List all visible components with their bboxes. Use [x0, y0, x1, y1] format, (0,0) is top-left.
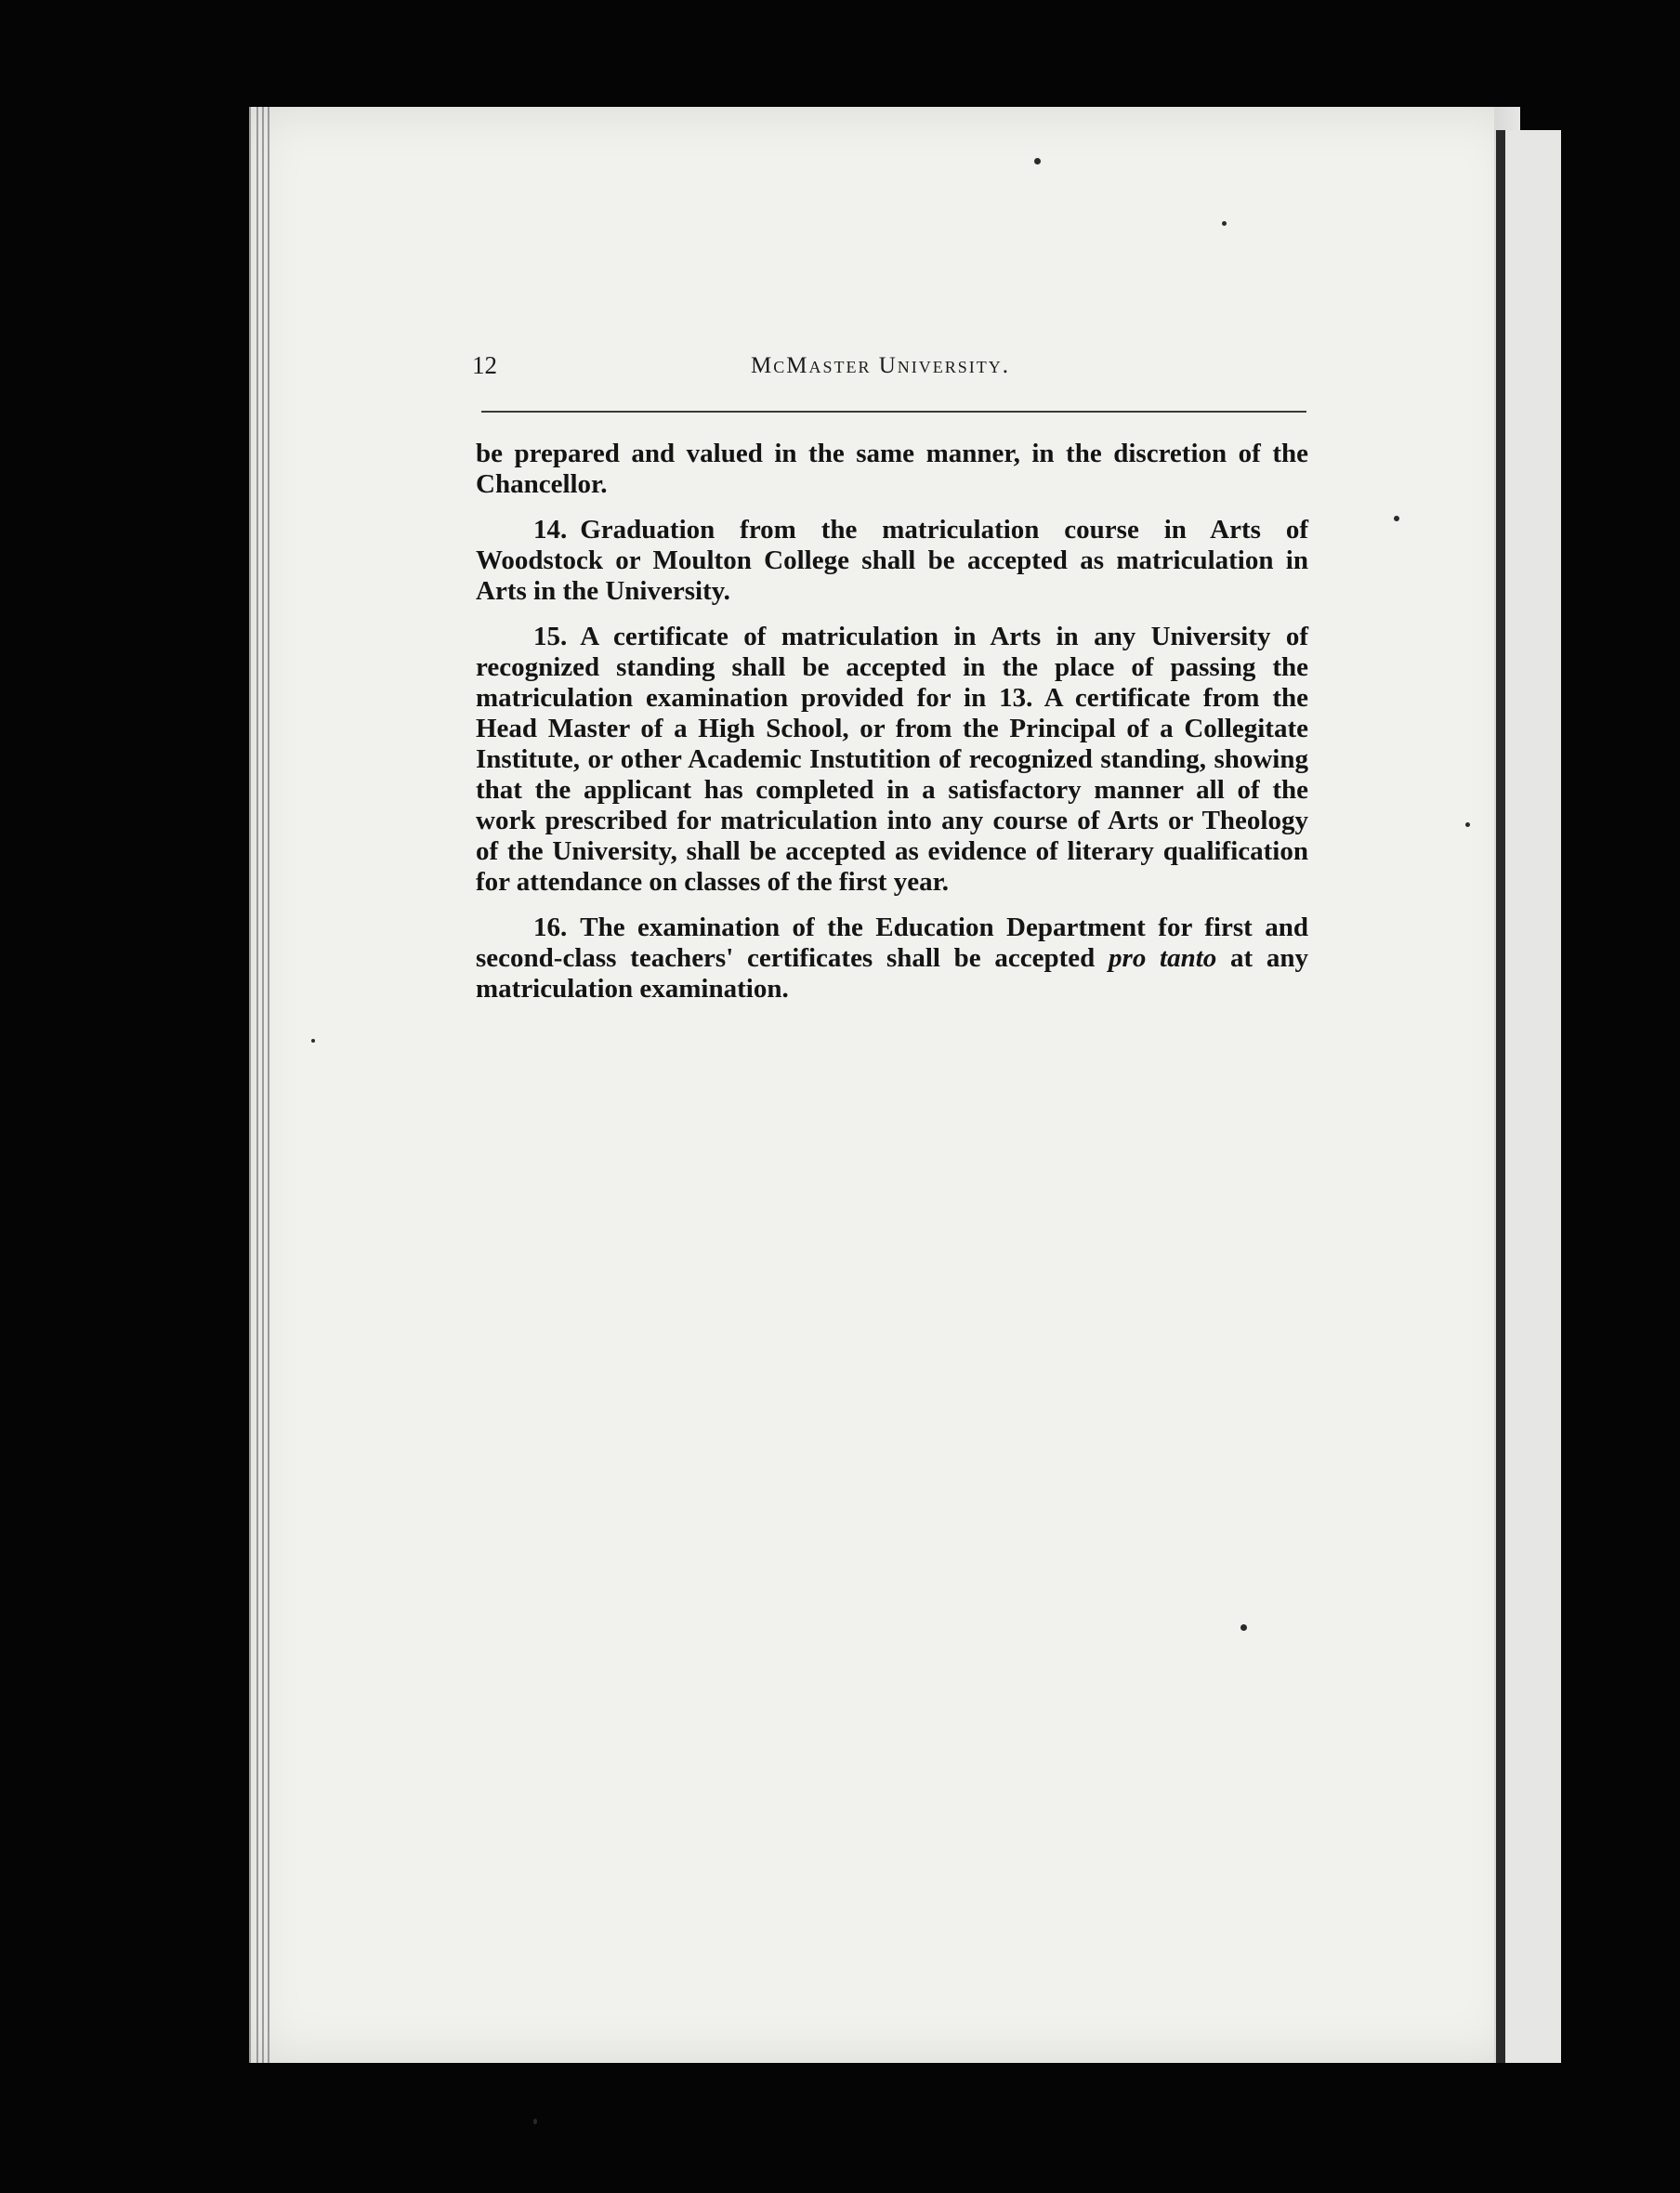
page-edge-line — [256, 107, 258, 2063]
page-edge-line — [249, 107, 251, 2063]
paragraph-text: A certificate of matriculation in Arts in any University of recognized standing shall be accepted in the place of passing the matriculation examination provided for in 13. A certificate from the Head Master of a High School, or from the Principal of a Collegitate Institute, or other Academic Instutition of recognized standing, showing that the applicant has completed in a satisfactory manner all of the work prescribed for matriculation into any course of Arts or Theology of the University, shall be accepted as evidence of literary qualification for attendance on classes of the first year. — [476, 622, 1308, 897]
latin-phrase: pro tanto — [1109, 943, 1217, 973]
dust-speck — [1034, 158, 1041, 164]
binding-line — [1496, 130, 1505, 2063]
paragraph-text: The examination of the Education Department for first and second-class teachers' certificates shall be accepted — [476, 913, 1308, 973]
dust-speck — [1465, 822, 1470, 827]
dust-speck — [311, 1039, 315, 1043]
paragraph-15 — [476, 622, 1308, 898]
paragraph-16 — [476, 913, 1308, 1005]
dust-speck — [1240, 1624, 1247, 1631]
paragraph-continued — [476, 439, 1308, 500]
dust-speck — [1394, 516, 1399, 521]
paragraph-number: 14. — [533, 515, 568, 545]
paragraph-number: 15. — [533, 622, 568, 651]
paragraph-text: Graduation from the matriculation course in Arts of Woodstock or Moulton College shall be accepted as matriculation in Arts in the University. — [476, 515, 1308, 606]
paragraph-number: 16. — [533, 913, 568, 942]
page-header — [472, 351, 1308, 388]
paragraph-text: at any matriculation examination. — [476, 943, 1309, 1004]
scanned-page — [249, 107, 1520, 2063]
page-edge-line — [262, 107, 264, 2063]
paragraph-text: be prepared and valued in the same manner, in the discretion of the Chancellor. — [476, 439, 1308, 499]
body-text — [476, 439, 1308, 1019]
dust-speck — [1222, 221, 1227, 226]
running-head: McMaster University. — [751, 353, 1011, 378]
header-rule — [481, 411, 1306, 413]
paragraph-14 — [476, 515, 1308, 607]
page-number: 12 — [472, 351, 497, 379]
page-edge-line — [268, 107, 269, 2063]
facing-page-strip — [1505, 130, 1561, 2063]
dust-speck — [533, 2119, 537, 2124]
torn-page-notch — [165, 999, 204, 1073]
